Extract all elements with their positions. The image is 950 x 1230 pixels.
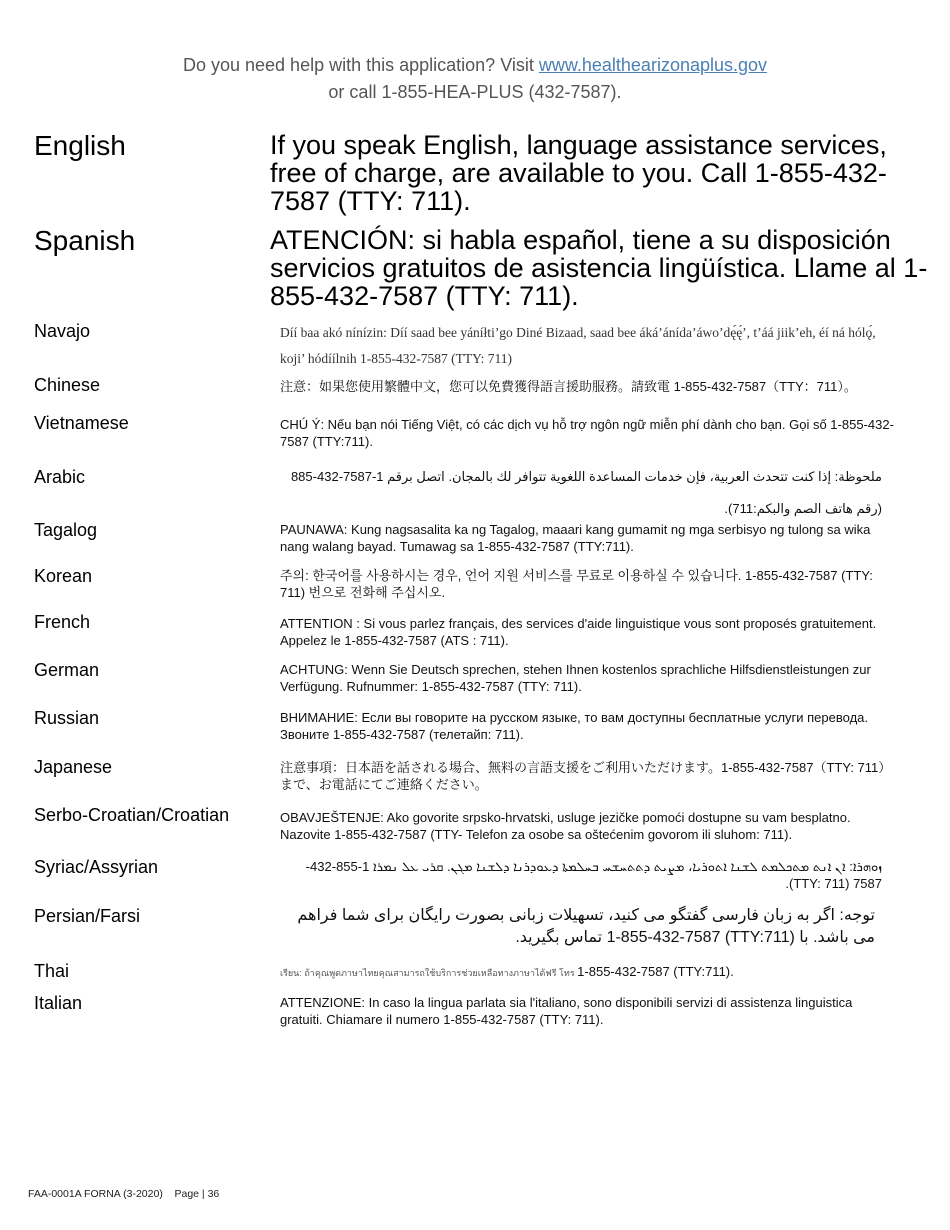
thai-notice-text: เรียน: ถ้าคุณพูดภาษาไทยคุณสามารถใช้บริการช่วยเหลือทางภาษาได้ฟรี โทร (280, 968, 578, 978)
healthearizonaplus-link[interactable]: www.healthearizonaplus.gov (538, 55, 768, 75)
language-name: Korean (34, 566, 93, 586)
language-name: Chinese (34, 375, 101, 395)
help-notice (0, 52, 950, 106)
language-name: Persian/Farsi (34, 906, 141, 926)
thai-phone-number: 1-855-432-7587 (TTY:711). (577, 964, 734, 979)
language-notice (280, 963, 895, 982)
language-notice: ACHTUNG: Wenn Sie Deutsch sprechen, stehen Ihnen kostenlos sprachliche Hilfsdienstleistungen zur Verfügung. Rufnummer: 1-855-432-7587 (TTY: 711). (280, 662, 871, 694)
language-name: Serbo-Croatian/Croatian (34, 805, 230, 825)
language-name: Italian (34, 993, 83, 1013)
language-name: Japanese (34, 757, 113, 777)
language-name: Thai (34, 961, 70, 981)
language-notice: ВНИМАНИЕ: Если вы говорите на русском языке, то вам доступны бесплатные услуги перевода. Звоните 1-855-432-7587 (телетайп: 711). (280, 710, 869, 742)
language-notice: ATTENZIONE: In caso la lingua parlata sia l'italiano, sono disponibili servizi di assistenza linguistica gratuiti. Chiamare il numero 1-855-432-7587 (TTY: 711). (280, 995, 853, 1027)
language-notice: Díí baa akó nínízin: Díí saad bee yáníłti’go Diné Bizaad, saad bee áká’ánída’áwo’dę́ę́’, t’áá jiik’eh, éí ná hólǫ́, koji’ hódíílnih 1-855-432-7587 (TTY: 711) (280, 325, 876, 366)
page-footer: FAA-0001A FORNA (3-2020) Page | 36 (28, 1188, 220, 1200)
language-notice: OBAVJEŠTENJE: Ako govorite srpsko-hrvatski, usluge jezičke pomoći dostupne su vam besplatno. Nazovite 1-855-432-7587 (TTY- Telefon za osobe sa oštećenim govorom ili sluhom: 711). (280, 810, 851, 842)
language-notice: توجه: اگر به زبان فارسی گفتگو می کنید، تسهیلات زبانی بصورت رایگان برای شما فراهم می باشد. با (TTY:711) 1-855-432-7587 تماس بگیرید. (297, 907, 875, 946)
language-name: Syriac/Assyrian (34, 857, 159, 877)
language-notice: PAUNAWA: Kung nagsasalita ka ng Tagalog, maaari kang gumamit ng mga serbisyo ng tulong sa wika nang walang bayad. Tumawag sa 1-855-432-7587 (TTY:711). (280, 522, 871, 554)
language-notice: 주의: 한국어를 사용하시는 경우, 언어 지원 서비스를 무료로 이용하실 수 있습니다. 1-855-432-7587 (TTY: 711) 번으로 전화해 주십시오. (280, 568, 873, 600)
language-notice: CHÚ Ý: Nếu bạn nói Tiếng Việt, có các dịch vụ hỗ trợ ngôn ngữ miễn phí dành cho bạn. Gọi số 1-855-432-7587 (TTY:711). (280, 417, 894, 449)
language-name: English (34, 130, 126, 161)
language-notice: ملحوظة: إذا كنت تتحدث العربية، فإن خدمات المساعدة اللغوية تتوافر لك بالمجان. اتصل برقم 1-7587-432-885 (رقم هاتف الصم والبكم:711). (290, 469, 882, 516)
language-name: Tagalog (34, 520, 98, 540)
language-notice: ܙܘܗܪܐ: ܐܢ ܐܢܬ ܡܬܟܠܡܬ ܠܫܢܐ ܐܬܘܪܝܐ، ܡܨܝܬ ܕܬܬܚܫܚ ܒܚܠܡܬܐ ܕܥܘܕܪܢܐ ܕܠܫܢܐ ܡܓܢ. ܩܪܝ ܥܠ ܢܡܪܐ 1-855-432-7587 (TTY: 711). (305, 859, 882, 891)
language-name: Vietnamese (34, 413, 129, 433)
language-notice: ATTENTION : Si vous parlez français, des services d'aide linguistique vous sont proposés gratuitement. Appelez le 1-855-432-7587 (ATS : 711). (280, 616, 877, 648)
language-notice: ATENCIÓN: si habla español, tiene a su disposición servicios gratuitos de asistencia lingüística. Llame al 1-855-432-7587 (TTY: 711). (270, 225, 928, 311)
language-name: French (34, 612, 91, 632)
language-name: Navajo (34, 321, 91, 341)
language-notice: 注意事項：日本語を話される場合、無料の言語支援をご利用いただけます。1-855-432-7587（TTY: 711）まで、お電話にてご連絡ください。 (280, 760, 892, 792)
language-notice: If you speak English, language assistance services, free of charge, are available to you. Call 1-855-432-7587 (TTY: 711). (270, 130, 887, 216)
language-name: Spanish (34, 225, 136, 256)
language-name: German (34, 660, 100, 680)
help-line-1: Do you need help with this application? Visit (182, 55, 539, 75)
language-name: Russian (34, 708, 100, 728)
language-notice: 注意：如果您使用繁體中文，您可以免費獲得語言援助服務。請致電 1-855-432-7587（TTY：711）。 (280, 379, 857, 394)
help-line-2: or call 1-855-HEA-PLUS (432-7587). (328, 82, 622, 102)
language-name: Arabic (34, 467, 86, 487)
